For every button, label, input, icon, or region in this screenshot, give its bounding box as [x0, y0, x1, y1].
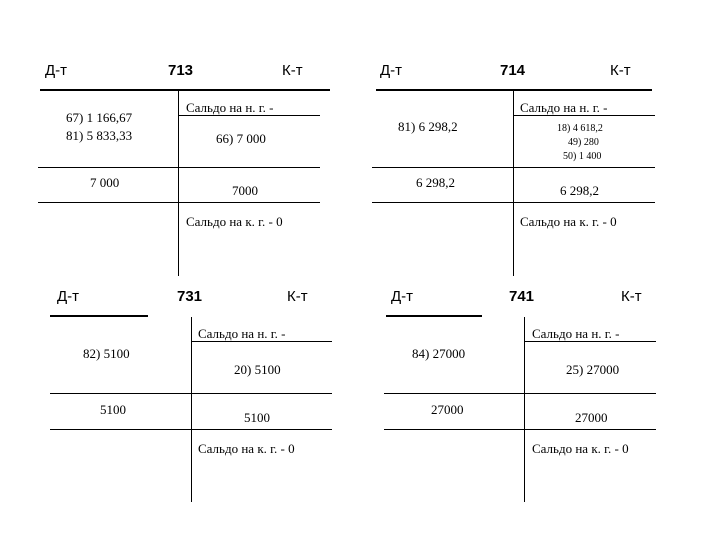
turnover-rule-top: [372, 167, 655, 168]
credit-entry: 25) 27000: [566, 362, 620, 377]
debit-entry: 67) 1 166,67: [66, 110, 133, 125]
turnover-rule-bottom: [38, 202, 320, 203]
credit-label: К-т: [287, 288, 308, 305]
turnover-rule-bottom: [384, 429, 656, 430]
credit-entry: 66) 7 000: [216, 131, 266, 146]
credit-opening-balance: Сальдо на н. г. -: [532, 326, 620, 341]
closing-balance: Сальдо на к. г. - 0: [186, 214, 283, 229]
debit-entry: 81) 5 833,33: [66, 128, 133, 143]
debit-entry: 81) 6 298,2: [398, 119, 458, 134]
center-divider: [524, 317, 525, 502]
closing-balance: Сальдо на к. г. - 0: [520, 214, 617, 229]
debit-label: Д-т: [391, 288, 414, 305]
turnover-rule-top: [38, 167, 320, 168]
credit-entry: 18) 4 618,2: [557, 123, 603, 134]
credit-opening-balance: Сальдо на н. г. -: [520, 100, 608, 115]
debit-turnover: 27000: [431, 402, 464, 417]
closing-balance: Сальдо на к. г. - 0: [532, 441, 629, 456]
credit-turnover: 7000: [232, 183, 258, 198]
credit-label: К-т: [282, 62, 303, 79]
debit-label: Д-т: [45, 62, 68, 79]
center-divider: [191, 317, 192, 502]
credit-opening-balance: Сальдо на н. г. -: [198, 326, 286, 341]
center-divider: [513, 91, 514, 276]
header-rule: [386, 315, 482, 317]
credit-entry: 20) 5100: [234, 362, 281, 377]
debit-entry: 82) 5100: [83, 346, 130, 361]
credit-entry: 50) 1 400: [563, 151, 602, 162]
credit-turnover: 6 298,2: [560, 183, 599, 198]
account-number: 741: [509, 288, 535, 305]
debit-turnover: 7 000: [90, 175, 120, 190]
credit-entry: 49) 280: [568, 137, 599, 148]
credit-label: К-т: [610, 62, 631, 79]
closing-balance: Сальдо на к. г. - 0: [198, 441, 295, 456]
debit-label: Д-т: [57, 288, 80, 305]
header-rule: [40, 89, 330, 91]
center-divider: [178, 91, 179, 276]
header-rule: [376, 89, 652, 91]
turnover-rule-bottom: [50, 429, 332, 430]
credit-turnover: 27000: [575, 410, 608, 425]
debit-entry: 84) 27000: [412, 346, 466, 361]
turnover-rule-top: [50, 393, 332, 394]
account-number: 714: [500, 62, 526, 79]
turnover-rule-top: [384, 393, 656, 394]
header-rule: [50, 315, 148, 317]
credit-label: К-т: [621, 288, 642, 305]
debit-turnover: 5100: [100, 402, 126, 417]
debit-label: Д-т: [380, 62, 403, 79]
debit-turnover: 6 298,2: [416, 175, 455, 190]
account-number: 731: [177, 288, 203, 305]
account-number: 713: [168, 62, 194, 79]
credit-turnover: 5100: [244, 410, 270, 425]
turnover-rule-bottom: [372, 202, 655, 203]
credit-opening-balance: Сальдо на н. г. -: [186, 100, 274, 115]
